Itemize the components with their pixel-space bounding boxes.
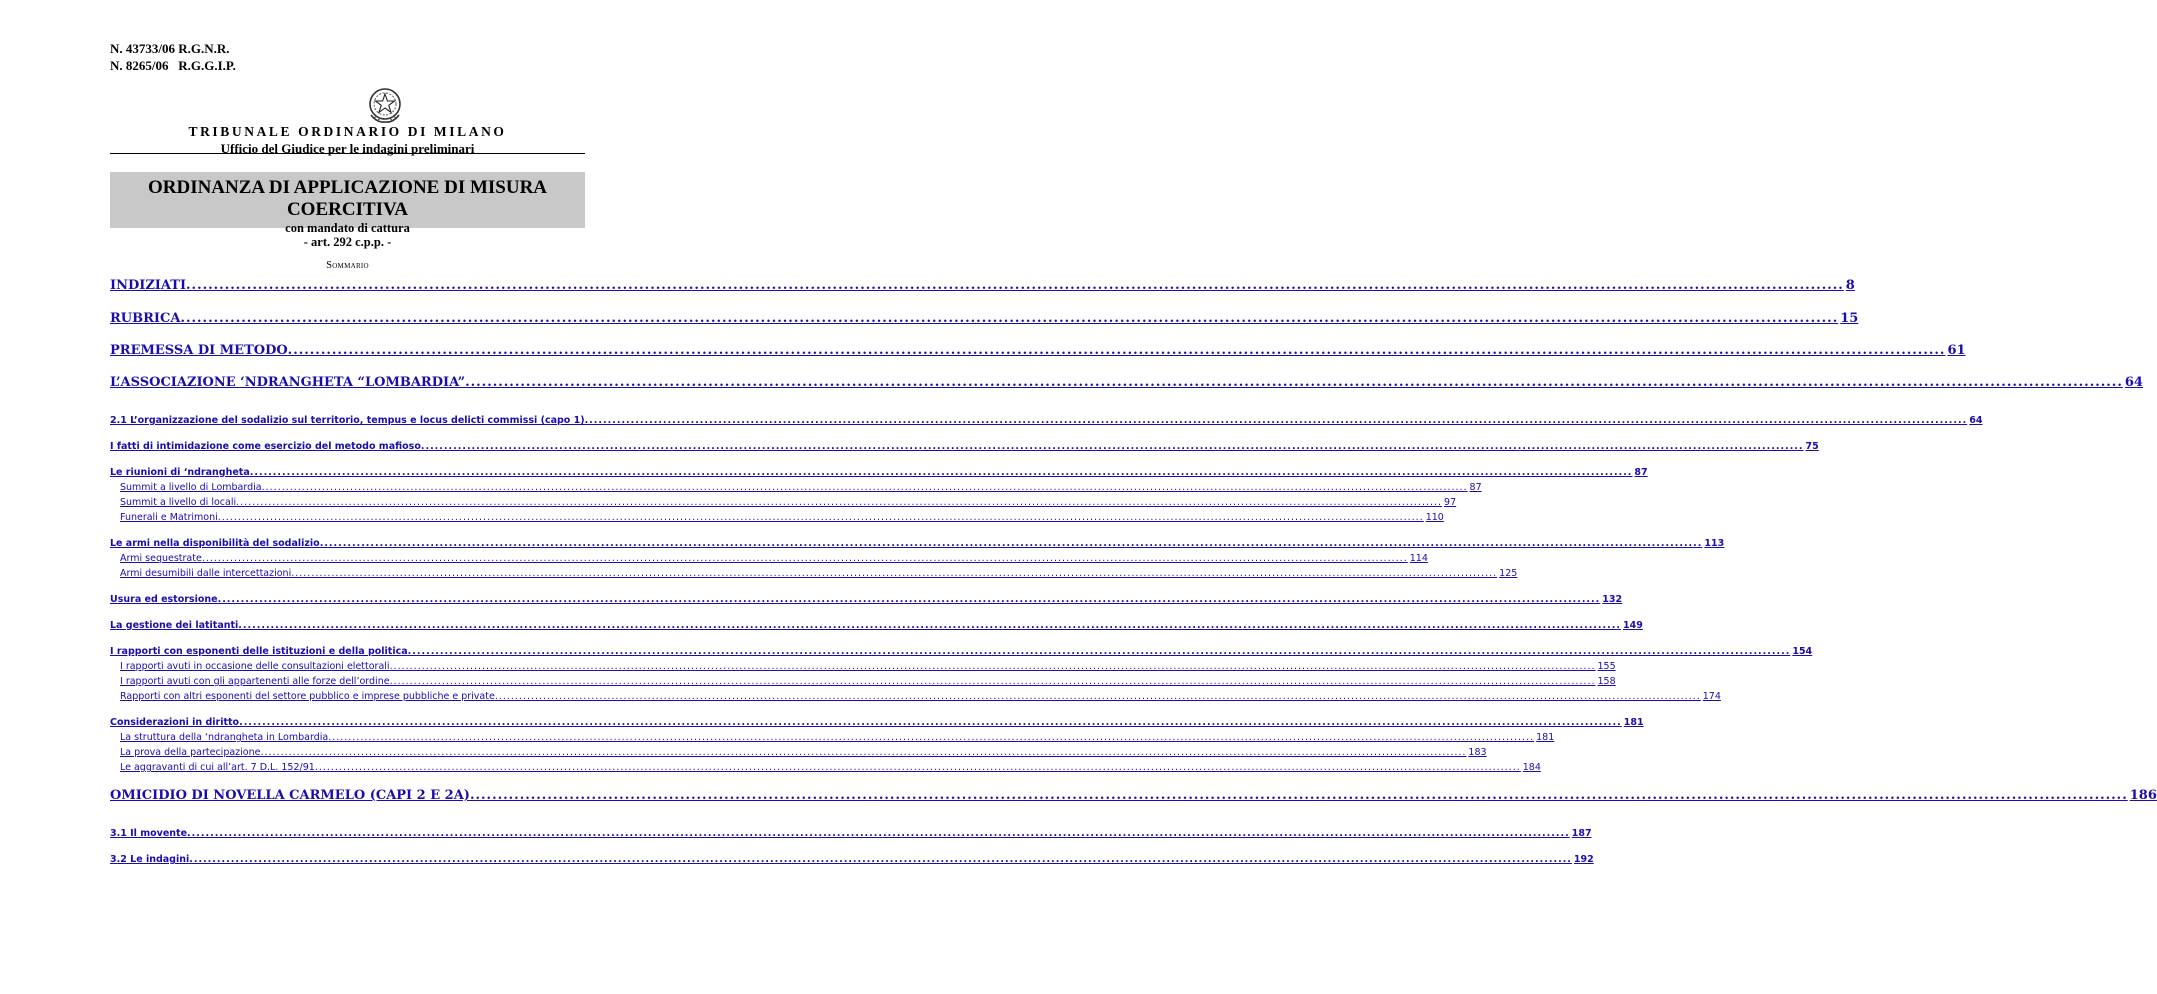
toc-leader-dots: ............................................................................................................................................................................................................................................................................................................ xyxy=(465,375,2123,390)
toc-leader-dots: ............................................................................................................................................................................................................................................................................................................ xyxy=(407,646,1791,657)
toc-entry[interactable] xyxy=(110,691,1721,702)
toc-entry-page: 183 xyxy=(1468,747,1487,758)
toc-leader-dots: ............................................................................................................................................................................................................................................................................................................ xyxy=(389,661,1596,672)
toc-entry-page: 154 xyxy=(1792,646,1813,657)
toc-entry[interactable] xyxy=(110,343,1966,358)
toc-entry-title: Rapporti con altri esponenti del settore pubblico e imprese pubbliche e private xyxy=(120,691,495,702)
court-office: Ufficio del Giudice per le indagini preliminari xyxy=(220,141,475,156)
toc-entry-page: 181 xyxy=(1536,732,1555,743)
toc-entry-title: La prova della partecipazione xyxy=(120,747,261,758)
toc-entry-title: 2.1 L’organizzazione del sodalizio sul territorio, tempus e locus delicti commissi (capo 1) xyxy=(110,415,585,426)
toc-entry-title: I fatti di intimidazione come esercizio del metodo mafioso xyxy=(110,441,421,452)
toc-entry[interactable] xyxy=(110,467,1648,478)
toc-leader-dots: ............................................................................................................................................................................................................................................................................................................ xyxy=(389,676,1596,687)
toc-entry-page: 64 xyxy=(2124,375,2143,390)
toc-entry-page: 132 xyxy=(1602,594,1623,605)
toc-entry[interactable] xyxy=(110,497,1457,508)
document-title: ORDINANZA DI APPLICAZIONE DI MISURA COERCITIVA xyxy=(147,177,548,220)
toc-entry[interactable] xyxy=(110,553,1428,564)
header-divider xyxy=(110,153,585,154)
toc-leader-dots: ............................................................................................................................................................................................................................................................................................................ xyxy=(584,415,1968,426)
toc-leader-dots: ............................................................................................................................................................................................................................................................................................................ xyxy=(239,717,1622,728)
toc-leader-dots: ............................................................................................................................................................................................................................................................................................................ xyxy=(217,512,1424,523)
toc-entry[interactable] xyxy=(110,512,1444,523)
toc-entry[interactable] xyxy=(110,538,1725,549)
toc-entry-title: Usura ed estorsione xyxy=(110,594,218,605)
toc-entry-page: 187 xyxy=(1571,828,1592,839)
toc-entry-title: PREMESSA DI METODO xyxy=(110,343,288,358)
toc-entry[interactable] xyxy=(110,311,1859,326)
toc-leader-dots: ............................................................................................................................................................................................................................................................................................................ xyxy=(201,553,1408,564)
toc-entry[interactable] xyxy=(110,375,2143,390)
toc-entry-title: I rapporti avuti con gli appartenenti alle forze dell’ordine xyxy=(120,676,390,687)
toc-entry-page: 181 xyxy=(1623,717,1644,728)
toc-entry[interactable] xyxy=(110,441,1819,452)
toc-entry-page: 64 xyxy=(1969,415,1983,426)
toc-entry[interactable] xyxy=(110,676,1616,687)
toc-entry-title: Le riunioni di ‘ndrangheta xyxy=(110,467,250,478)
toc-entry-title: Armi sequestrate xyxy=(120,553,202,564)
toc-entry-page: 8 xyxy=(1845,278,1855,293)
toc-entry-title: L’ASSOCIAZIONE ‘NDRANGHETA “LOMBARDIA” xyxy=(110,375,466,390)
case-ref-rgnr: N. 43733/06 R.G.N.R. xyxy=(110,41,230,56)
toc-entry[interactable] xyxy=(110,854,1594,865)
toc-entry[interactable] xyxy=(110,717,1644,728)
toc-leader-dots: ............................................................................................................................................................................................................................................................................................................ xyxy=(260,747,1467,758)
toc-entry-title: Considerazioni in diritto xyxy=(110,717,240,728)
toc-entry-page: 114 xyxy=(1409,553,1428,564)
toc-entry-page: 155 xyxy=(1597,661,1616,672)
toc-entry-page: 15 xyxy=(1840,311,1859,326)
toc-entry-title: I rapporti avuti in occasione delle consultazioni elettorali xyxy=(120,661,390,672)
toc-entry-title: La struttura della ‘ndrangheta in Lombardia xyxy=(120,732,329,743)
toc-leader-dots: ............................................................................................................................................................................................................................................................................................................ xyxy=(469,788,2128,803)
toc-entry-title: Le armi nella disponibilità del sodalizio xyxy=(110,538,320,549)
toc-entry-title: La gestione dei latitanti xyxy=(110,620,239,631)
toc-entry-page: 158 xyxy=(1597,676,1616,687)
toc-entry-page: 113 xyxy=(1704,538,1725,549)
toc-entry-page: 87 xyxy=(1634,467,1648,478)
toc-entry[interactable] xyxy=(110,762,1541,773)
toc-leader-dots: ............................................................................................................................................................................................................................................................................................................ xyxy=(189,854,1572,865)
toc-entry[interactable] xyxy=(110,788,2157,803)
toc-leader-dots: ............................................................................................................................................................................................................................................................................................................ xyxy=(319,538,1703,549)
italian-republic-emblem-icon xyxy=(365,85,405,125)
toc-leader-dots: ............................................................................................................................................................................................................................................................................................................ xyxy=(494,691,1701,702)
case-ref-rggip: N. 8265/06 R.G.G.I.P. xyxy=(110,58,236,73)
toc-entry-page: 192 xyxy=(1573,854,1594,865)
toc-entry-page: 61 xyxy=(1947,343,1966,358)
toc-leader-dots: ............................................................................................................................................................................................................................................................................................................ xyxy=(180,311,1839,326)
toc-leader-dots: ............................................................................................................................................................................................................................................................................................................ xyxy=(238,620,1621,631)
toc-entry-title: Summit a livello di locali xyxy=(120,497,237,508)
toc-entry-page: 186 xyxy=(2129,788,2157,803)
toc-entry-title: I rapporti con esponenti delle istituzioni e della politica xyxy=(110,646,408,657)
toc-entry-title: 3.2 Le indagini xyxy=(110,854,190,865)
toc-leader-dots: ............................................................................................................................................................................................................................................................................................................ xyxy=(328,732,1535,743)
toc-leader-dots: ............................................................................................................................................................................................................................................................................................................ xyxy=(420,441,1804,452)
toc-entry-title: Le aggravanti di cui all’art. 7 D.L. 152/91 xyxy=(120,762,315,773)
document-subtitle-2: - art. 292 c.p.p. - xyxy=(303,235,392,249)
toc-entry[interactable] xyxy=(110,747,1487,758)
case-references xyxy=(110,40,236,74)
toc-entry[interactable] xyxy=(110,732,1555,743)
toc-leader-dots: ............................................................................................................................................................................................................................................................................................................ xyxy=(291,568,1498,579)
toc-entry[interactable] xyxy=(110,482,1482,493)
toc-entry-title: OMICIDIO DI NOVELLA CARMELO (CAPI 2 E 2A) xyxy=(110,788,470,803)
court-name: TRIBUNALE ORDINARIO DI MILANO xyxy=(188,124,507,139)
toc-entry-title: Armi desumibili dalle intercettazioni xyxy=(120,568,292,579)
toc-entry[interactable] xyxy=(110,594,1623,605)
toc-entry-title: Funerali e Matrimoni xyxy=(120,512,218,523)
toc-leader-dots: ............................................................................................................................................................................................................................................................................................................ xyxy=(261,482,1468,493)
toc-entry-page: 87 xyxy=(1469,482,1482,493)
summary-heading: Sommario xyxy=(326,260,369,271)
toc-leader-dots: ............................................................................................................................................................................................................................................................................................................ xyxy=(217,594,1601,605)
toc-leader-dots: ............................................................................................................................................................................................................................................................................................................ xyxy=(186,278,1844,293)
toc-leader-dots: ............................................................................................................................................................................................................................................................................................................ xyxy=(249,467,1633,478)
toc-entry[interactable] xyxy=(110,828,1592,839)
toc-entry-title: 3.1 Il movente xyxy=(110,828,188,839)
toc-entry-page: 110 xyxy=(1425,512,1444,523)
document-subtitle-1: con mandato di cattura xyxy=(285,221,410,235)
toc-entry-page: 125 xyxy=(1499,568,1518,579)
toc-entry-title: RUBRICA xyxy=(110,311,181,326)
toc-entry-page: 184 xyxy=(1522,762,1541,773)
document-title-banner xyxy=(110,172,585,249)
toc-entry-title: Summit a livello di Lombardia xyxy=(120,482,262,493)
toc-entry[interactable] xyxy=(110,568,1518,579)
toc-entry-title: INDIZIATI xyxy=(110,278,187,293)
toc-leader-dots: ............................................................................................................................................................................................................................................................................................................ xyxy=(314,762,1521,773)
toc-entry[interactable] xyxy=(110,661,1616,672)
toc-entry[interactable] xyxy=(110,278,1855,293)
toc-leader-dots: ............................................................................................................................................................................................................................................................................................................ xyxy=(236,497,1443,508)
toc-entry[interactable] xyxy=(110,646,1813,657)
toc-entry-page: 149 xyxy=(1622,620,1643,631)
toc-leader-dots: ............................................................................................................................................................................................................................................................................................................ xyxy=(287,343,1946,358)
toc-leader-dots: ............................................................................................................................................................................................................................................................................................................ xyxy=(187,828,1570,839)
toc-entry[interactable] xyxy=(110,415,1983,426)
toc-entry-page: 75 xyxy=(1805,441,1819,452)
toc-entry-page: 174 xyxy=(1702,691,1721,702)
toc-entry-page: 97 xyxy=(1444,497,1457,508)
toc-entry[interactable] xyxy=(110,620,1643,631)
